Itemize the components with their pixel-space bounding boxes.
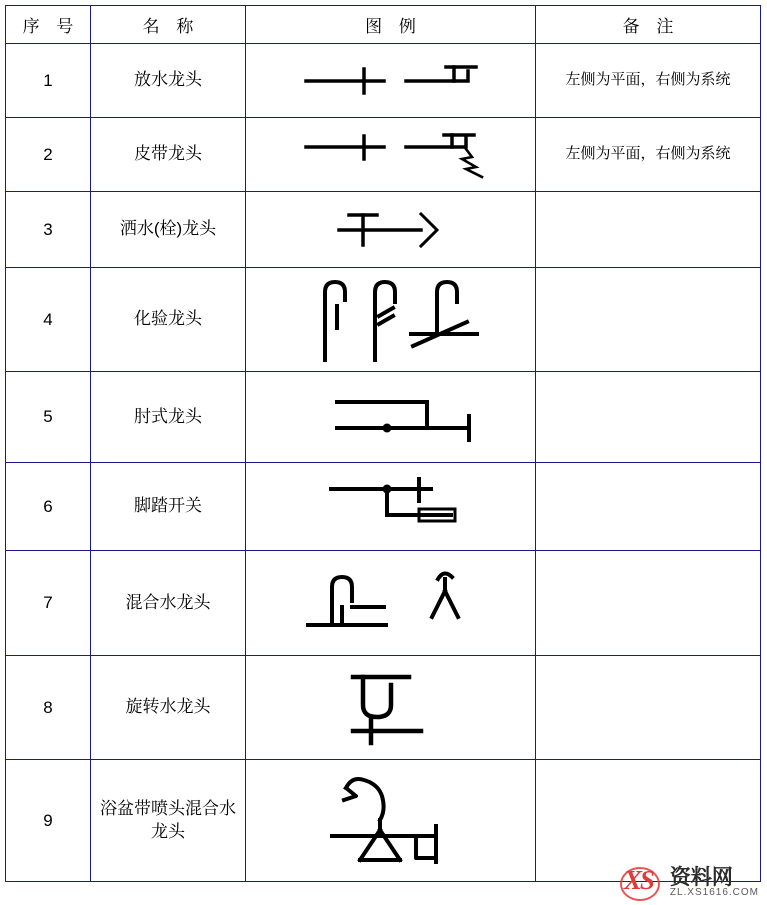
foot-switch-icon <box>291 471 491 543</box>
column-header-symbol: 图 例 <box>246 6 536 44</box>
column-header-name: 名 称 <box>91 6 246 44</box>
row-symbol <box>246 463 536 551</box>
table-row <box>6 268 761 372</box>
mixing-faucet-icon <box>286 561 496 645</box>
row-name: 肘式龙头 <box>91 372 246 463</box>
row-remark <box>536 192 761 268</box>
table-row <box>6 551 761 656</box>
row-no: 8 <box>6 656 91 760</box>
swivel-faucet-icon <box>291 665 491 751</box>
row-remark <box>536 268 761 372</box>
row-symbol <box>246 268 536 372</box>
row-no: 6 <box>6 463 91 551</box>
table-body <box>6 44 761 882</box>
watermark-logo-text: XS <box>623 865 653 895</box>
row-symbol <box>246 656 536 760</box>
row-symbol <box>246 44 536 118</box>
row-name: 皮带龙头 <box>91 118 246 192</box>
sprinkler-hydrant-faucet-icon <box>301 202 481 258</box>
row-remark: 左侧为平面，右侧为系统 <box>536 44 761 118</box>
row-no: 9 <box>6 760 91 882</box>
row-name: 脚踏开关 <box>91 463 246 551</box>
faucet-plan-system-icon <box>276 57 506 105</box>
table-row <box>6 118 761 192</box>
row-symbol <box>246 372 536 463</box>
row-no: 1 <box>6 44 91 118</box>
column-header-no: 序 号 <box>6 6 91 44</box>
elbow-faucet-icon <box>291 382 491 452</box>
table-header-row <box>6 6 761 44</box>
row-name: 放水龙头 <box>91 44 246 118</box>
column-header-remark: 备 注 <box>536 6 761 44</box>
row-name: 化验龙头 <box>91 268 246 372</box>
row-remark <box>536 656 761 760</box>
table-row <box>6 372 761 463</box>
row-no: 5 <box>6 372 91 463</box>
row-remark <box>536 551 761 656</box>
row-name: 洒水(栓)龙头 <box>91 192 246 268</box>
row-remark: 左侧为平面，右侧为系统 <box>536 118 761 192</box>
watermark-site-url: ZL.XS1616.COM <box>669 886 759 898</box>
row-remark <box>536 372 761 463</box>
row-symbol <box>246 551 536 656</box>
row-remark <box>536 760 761 882</box>
bathtub-shower-mixing-faucet-icon <box>286 766 496 876</box>
row-name: 浴盆带喷头混合水龙头 <box>91 760 246 882</box>
row-remark <box>536 463 761 551</box>
table-row <box>6 656 761 760</box>
row-name: 混合水龙头 <box>91 551 246 656</box>
symbol-legend-table <box>5 5 761 882</box>
belt-faucet-plan-system-icon <box>276 127 506 183</box>
table-row <box>6 760 761 882</box>
row-symbol <box>246 192 536 268</box>
watermark-site-name: 资料网 <box>669 864 733 889</box>
row-name: 旋转水龙头 <box>91 656 246 760</box>
table-header <box>6 6 761 44</box>
document-page <box>0 5 767 905</box>
table-row <box>6 192 761 268</box>
table-row <box>6 463 761 551</box>
row-symbol <box>246 118 536 192</box>
row-symbol <box>246 760 536 882</box>
laboratory-faucet-icon <box>291 272 491 368</box>
row-no: 7 <box>6 551 91 656</box>
row-no: 2 <box>6 118 91 192</box>
table-row <box>6 44 761 118</box>
row-no: 4 <box>6 268 91 372</box>
row-no: 3 <box>6 192 91 268</box>
